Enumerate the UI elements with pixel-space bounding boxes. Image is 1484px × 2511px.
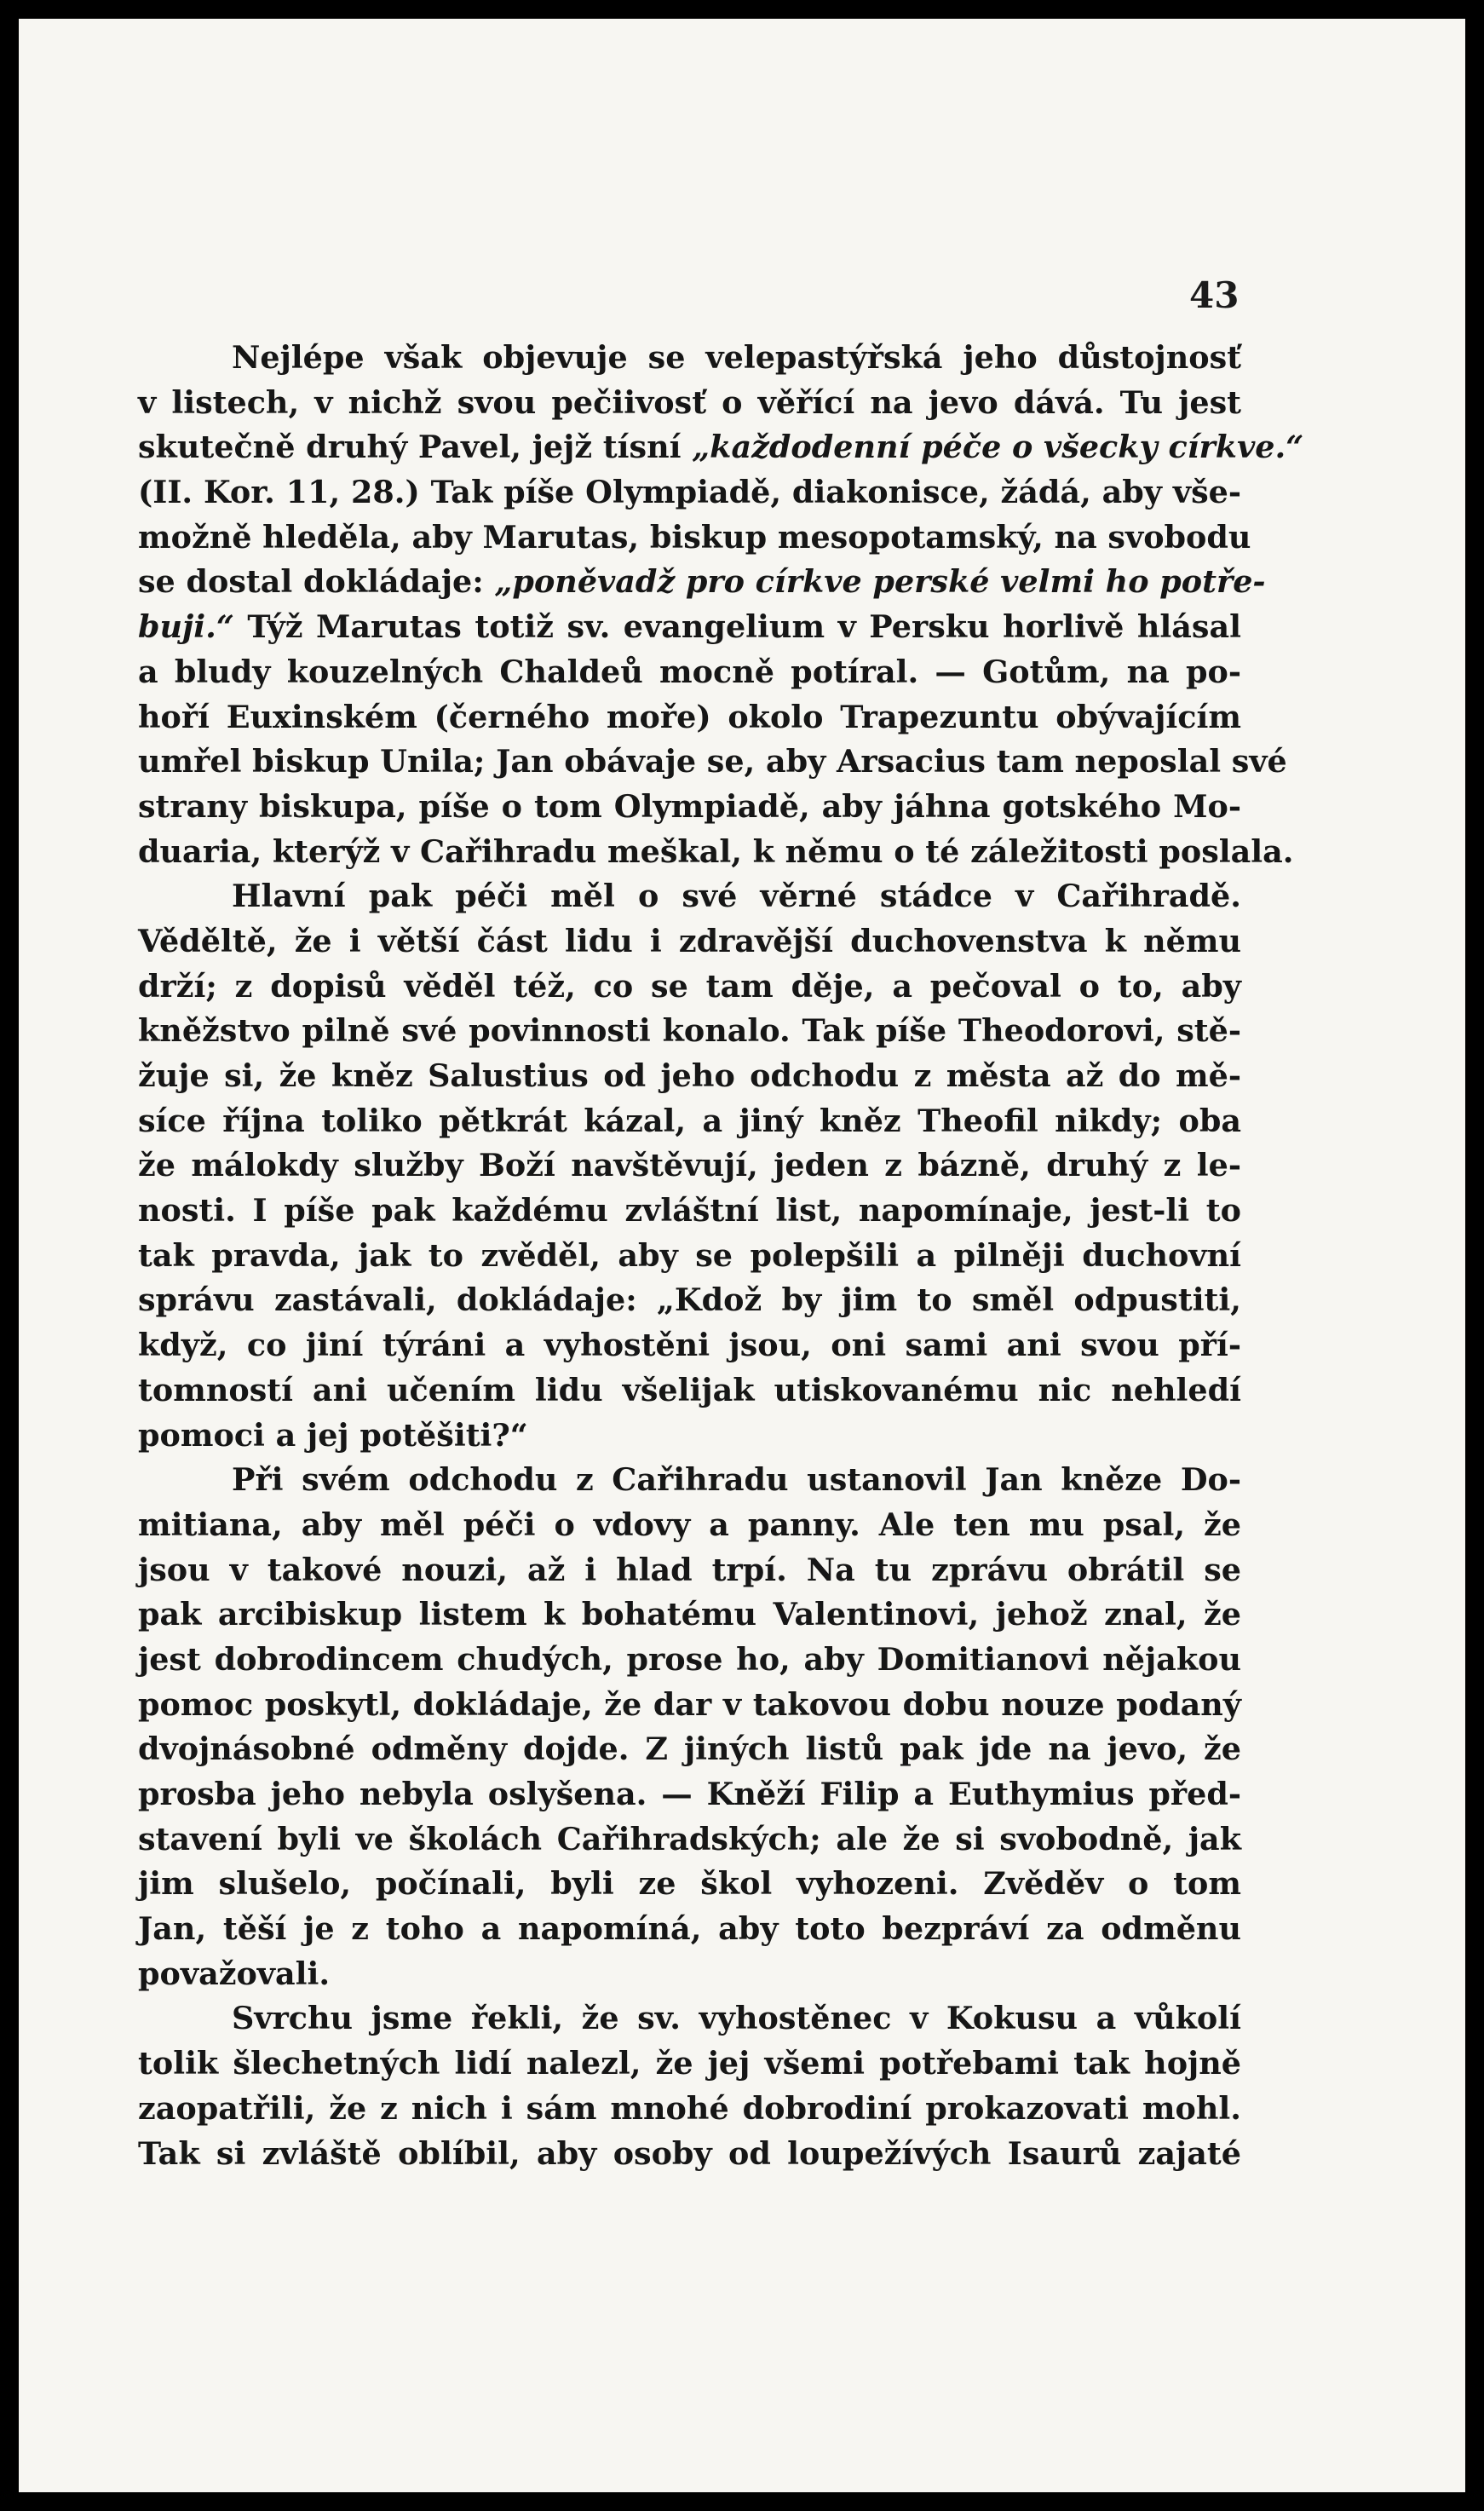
text-line: umřel biskup Unila; Jan obávaje se, aby Arsacius tam neposlal své	[138, 743, 1287, 780]
text-line: možně hleděla, aby Marutas, biskup mesopotamský, na svobodu	[138, 518, 1251, 556]
text-line: dvojnásobné odměny dojde. Z jiných listů pak jde na jevo, že	[138, 1731, 1241, 1768]
text-line: Jan, těší je z toho a napomíná, aby toto bezpráví za odměnu	[138, 1910, 1241, 1948]
text-line: (II. Kor. 11, 28.) Tak píše Olympiadě, diakonisce, žádá, aby vše-	[138, 474, 1241, 511]
scanned-book-page	[19, 19, 1465, 2492]
text-line: jim slušelo, počínali, byli ze škol vyhozeni. Zvěděv o tom	[138, 1865, 1241, 1903]
text-line: jest dobrodincem chudých, prose ho, aby Domitianovi nějakou	[138, 1640, 1241, 1678]
emphasized-quote: „každodenní péče o všecky církve.“	[692, 429, 1304, 466]
text-line: Svrchu jsme řekli, že sv. vyhostěnec v Kokusu a vůkolí	[232, 2000, 1241, 2037]
text-line: stavení byli ve školách Cařihradských; ale že si svobodně, jak	[138, 1820, 1241, 1857]
text-line: a bludy kouzelných Chaldeů mocně potíral. — Gotům, na po-	[138, 653, 1241, 690]
text-line	[138, 425, 1304, 470]
text-line: že málokdy služby Boží navštěvují, jeden z bázně, druhý z le-	[138, 1147, 1241, 1184]
text-line: prosba jeho nebyla oslyšena. — Kněží Filip a Euthymius před-	[138, 1776, 1241, 1812]
text-line: považovali.	[138, 1955, 331, 1992]
text-run: Týž Marutas totiž sv. evangelium v Persku horlivě hlásal	[233, 608, 1241, 646]
body-text	[138, 336, 1304, 2176]
text-run: skutečně druhý Pavel, jejž tísní	[138, 429, 693, 466]
text-line: tolik šlechetných lidí nalezl, že jej všemi potřebami tak hojně	[138, 2045, 1241, 2082]
text-line: Tak si zvláště oblíbil, aby osoby od loupežívých Isaurů zajaté	[138, 2134, 1241, 2172]
text-line: jsou v takové nouzi, až i hlad trpí. Na tu zprávu obrátil se	[138, 1551, 1241, 1588]
text-line: pak arcibiskup listem k bohatému Valentinovi, jehož znal, že	[138, 1596, 1241, 1633]
text-line: žuje si, že kněz Salustius od jeho odchodu z města až do mě-	[138, 1057, 1241, 1094]
text-line: tomností ani učením lidu všelijak utiskovanému nic nehledí	[138, 1371, 1241, 1408]
text-line: nosti. I píše pak každému zvláštní list, napomínaje, jest-li to	[138, 1192, 1241, 1230]
page-number: 43	[1189, 274, 1240, 316]
text-line: síce října toliko pětkrát kázal, a jiný kněz Theofil nikdy; oba	[138, 1102, 1241, 1139]
text-line: tak pravda, jak to zvěděl, aby se polepšili a pilněji duchovní	[138, 1236, 1241, 1274]
text-line: Hlavní pak péči měl o své věrné stádce v Cařihradě.	[232, 878, 1241, 915]
text-line: duaria, kterýž v Cařihradu meškal, k němu o té záležitosti poslala.	[138, 832, 1294, 870]
text-line: pomoc poskytl, dokládaje, že dar v takovou dobu nouze podaný	[138, 1685, 1241, 1723]
text-line: drží; z dopisů věděl též, co se tam děje, a pečoval o to, aby	[138, 967, 1241, 1005]
text-line: v listech, v nichž svou pečiivosť o věřící na jevo dává. Tu jest	[138, 383, 1241, 421]
text-line: Věděltě, že i větší část lidu i zdravější duchovenstva k němu	[138, 922, 1241, 959]
text-line: správu zastávali, dokládaje: „Kdož by jim to směl odpustiti,	[138, 1281, 1241, 1319]
text-line: hoří Euxinském (černého moře) okolo Trapezuntu obývajícím	[138, 698, 1241, 735]
text-line	[138, 605, 1241, 650]
emphasized-quote: buji.“	[138, 608, 234, 646]
text-line: mitiana, aby měl péči o vdovy a panny. Ale ten mu psal, že	[138, 1506, 1241, 1543]
text-line: Při svém odchodu z Cařihradu ustanovil Jan kněze Do-	[232, 1461, 1241, 1499]
text-line: když, co jiní týráni a vyhostěni jsou, oni sami ani svou pří-	[138, 1327, 1241, 1364]
text-run: se dostal dokládaje:	[138, 563, 495, 601]
text-line: kněžstvo pilně své povinnosti konalo. Tak píše Theodorovi, stě-	[138, 1012, 1241, 1050]
text-line: zaopatřili, že z nich i sám mnohé dobrodiní prokazovati mohl.	[138, 2089, 1241, 2127]
text-line	[138, 560, 1266, 605]
text-line: Nejlépe však objevuje se velepastýřská jeho důstojnosť	[232, 339, 1241, 376]
emphasized-quote: „poněvadž pro církve perské velmi ho potře-	[494, 563, 1266, 601]
text-line: strany biskupa, píše o tom Olympiadě, aby jáhna gotského Mo-	[138, 787, 1241, 825]
text-line: pomoci a jej potěšiti?“	[138, 1416, 528, 1454]
